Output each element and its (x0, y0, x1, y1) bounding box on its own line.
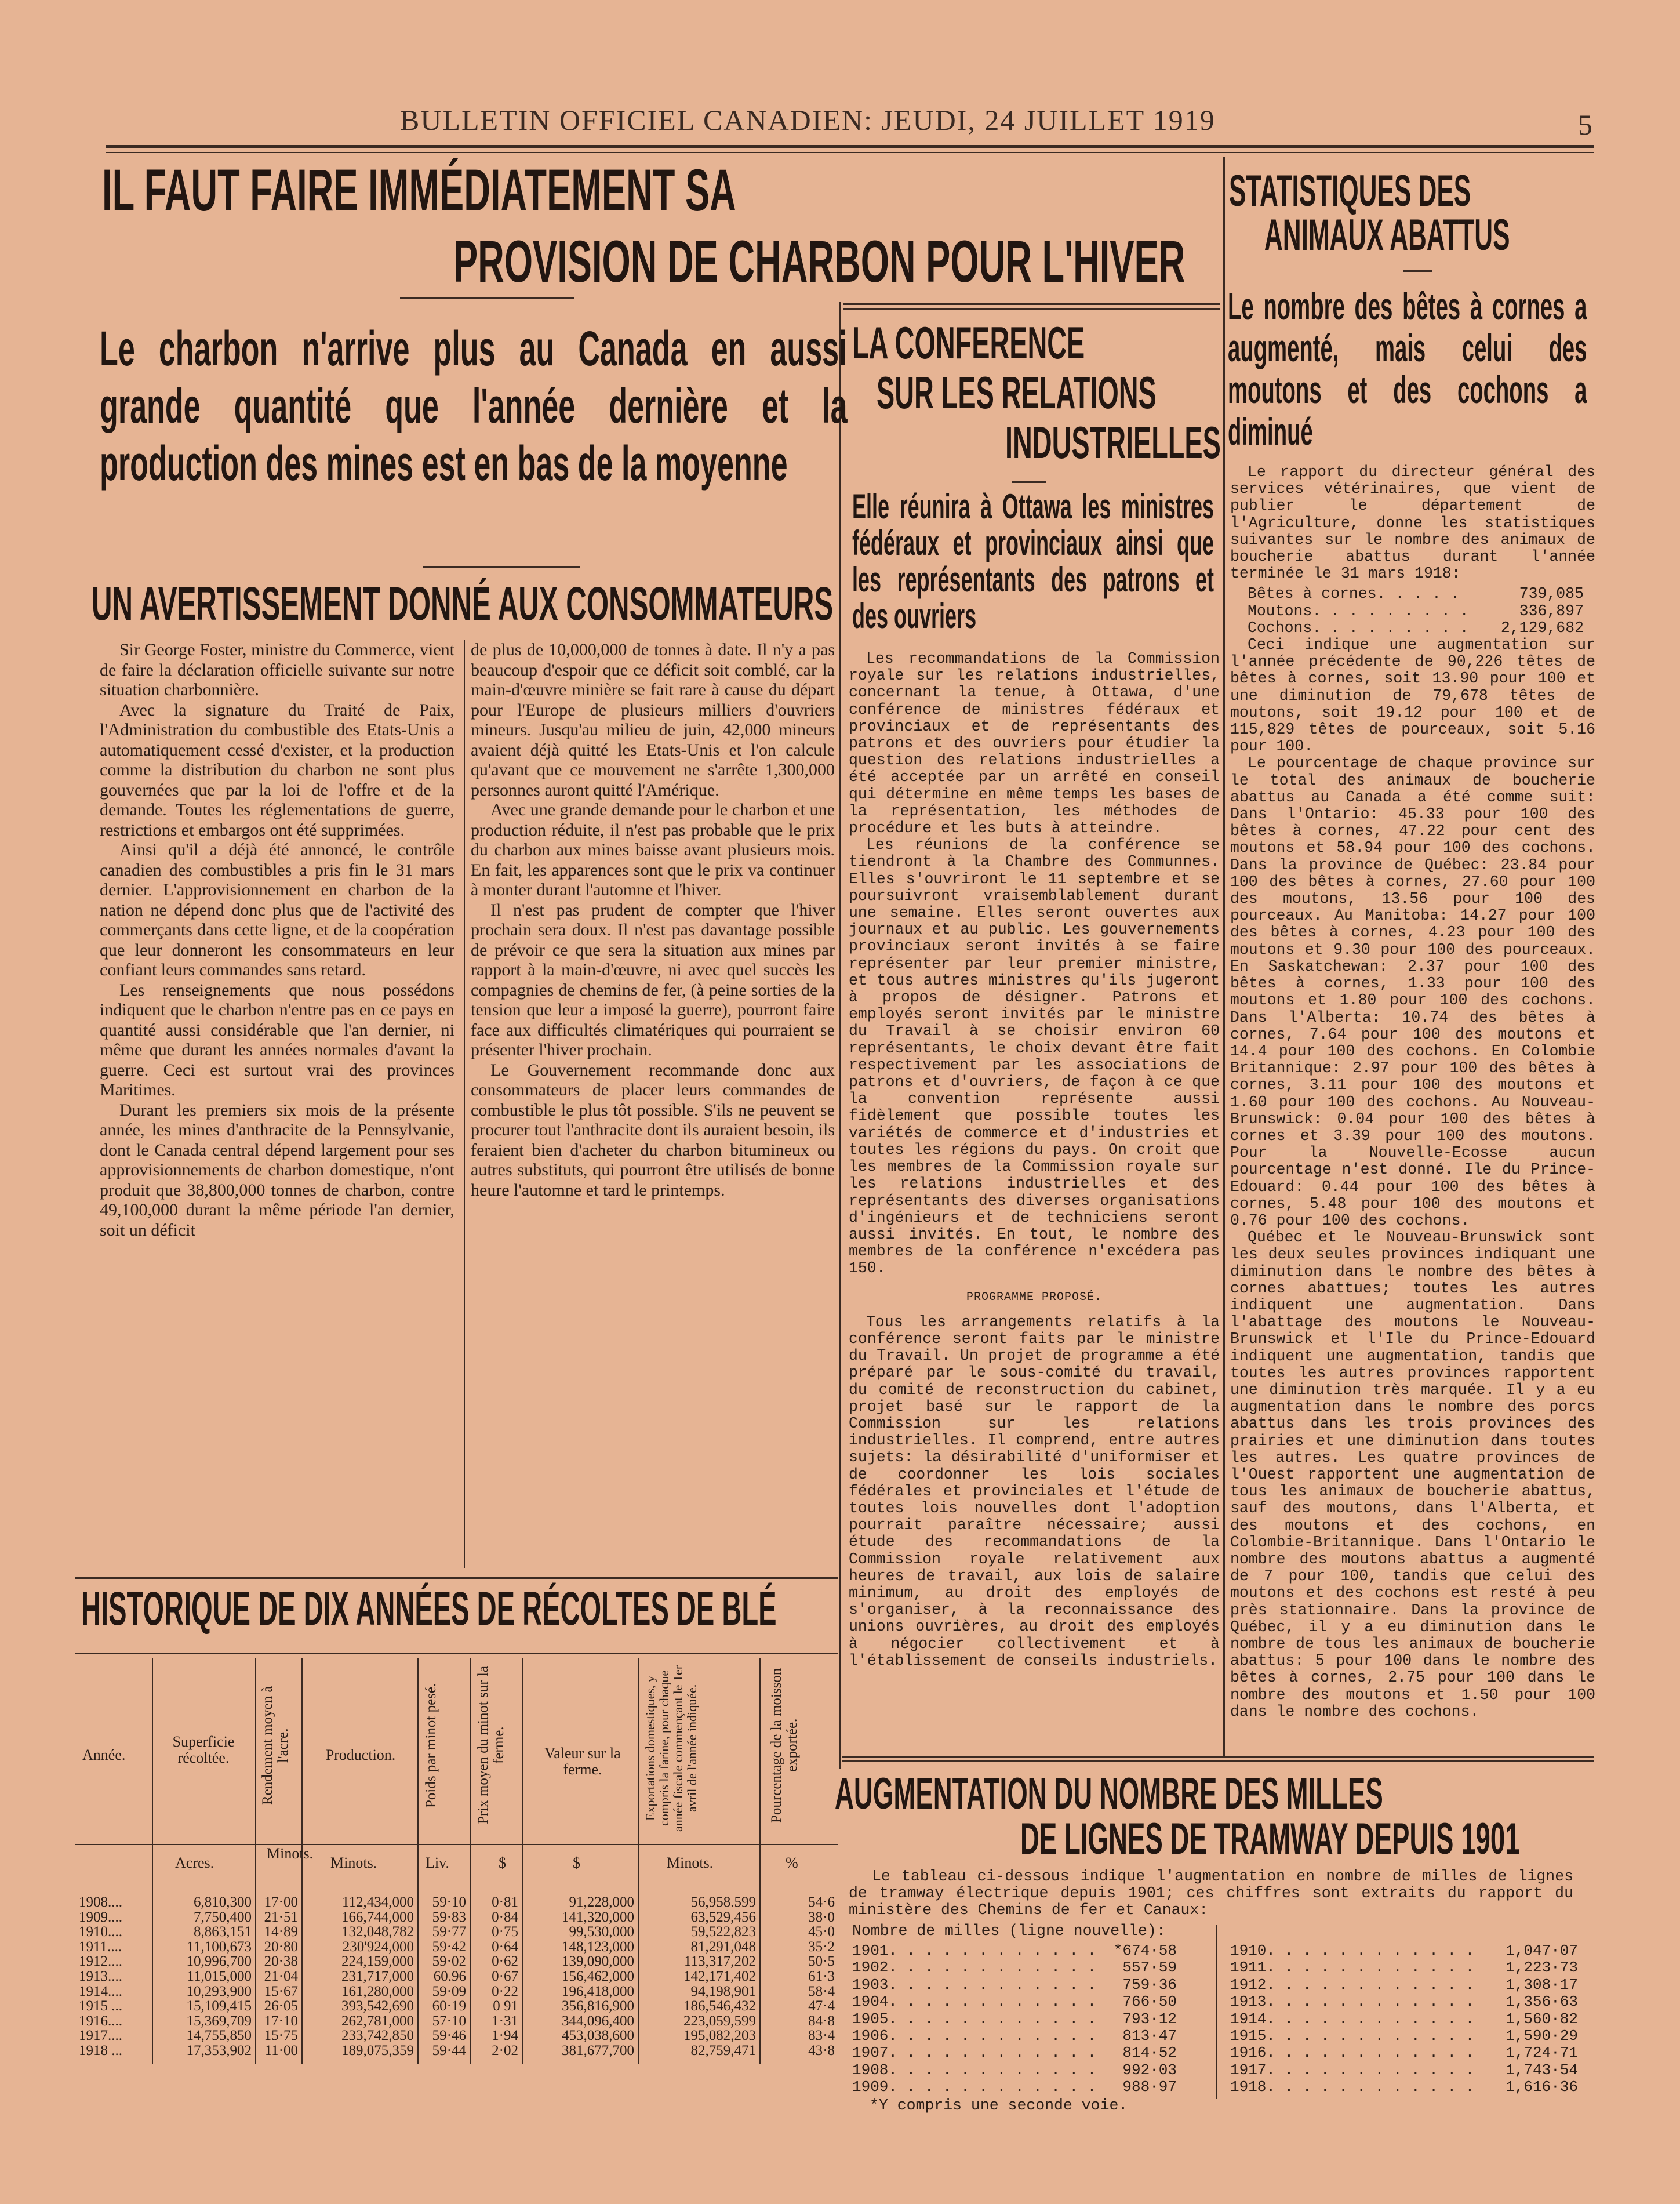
conference-top-rule-2 (843, 308, 1220, 310)
stats-counts (1230, 582, 1595, 637)
wheat-header-exports: Exportations domestiques, y compris la farine, pour chaque année fiscale commençant le 1er avril de l'année indiquée. (643, 1665, 699, 1832)
table-cell: 344,096,400 (562, 2013, 634, 2029)
table-cell: 99,530,000 (569, 1924, 634, 1940)
wheat-header-year: Année. (82, 1747, 126, 1763)
table-row (75, 1895, 838, 1910)
table-cell: 59·02 (432, 1954, 466, 1970)
table-cell: 223,059,599 (683, 2013, 756, 2029)
table-cell: 20·80 (264, 1938, 298, 1955)
paragraph: Les renseignements que nous possédons indiquent que le charbon n'entre pas en ce pays en quantité aussi considérable que l'an dernier, ni même que durant les années normales d'avant la guerre. Ceci est surtout vrai des provinces Maritimes. (100, 980, 454, 1099)
mileage-value: 992·03 (1122, 2061, 1177, 2079)
paragraph: Avec la signature du Traité de Paix, l'Administration du combustible des Etats-Unis a automatiquement cessé d'exister, et la production comme la distribution du charbon ne sont plus gouvernées que par la loi de l'offre et de la demande. Toutes les réglementations de guerre, restrictions et embargos ont été supprimées. (100, 700, 454, 840)
paragraph: de plus de 10,000,000 de tonnes à date. Il n'y a pas beaucoup d'espoir que ce déficit soit comblé, car la main-d'œuvre minière se fait rare à cause du départ pour l'Europe de plusieurs milliers d'ouvriers mineurs. Jusqu'au milieu de juin, 42,000 mineurs avaient déjà quitté les Etats-Unis et l'on calcule qu'avant que ce mouvement ne s'arrête 1,300,000 personnes auront quitté l'Amérique. (471, 640, 835, 800)
table-cell: 21·51 (264, 1909, 298, 1925)
mileage-value: 766·50 (1122, 1993, 1177, 2011)
stats-headline (1229, 166, 1579, 260)
year-cell: 1917.... (79, 2028, 122, 2044)
wheat-header-rule (75, 1844, 838, 1845)
table-cell: 231,717,000 (341, 1968, 414, 1984)
table-cell: 59·10 (432, 1894, 466, 1910)
table-cell: 26·05 (264, 1998, 298, 2014)
table-cell: 166,744,000 (341, 1909, 414, 1925)
table-cell: 262,781,000 (341, 2013, 414, 2029)
table-cell: 230'924,000 (342, 1938, 414, 1955)
mileage-year: 1918. . . . . . . . . . . . (1230, 2078, 1475, 2096)
masthead-title: BULLETIN OFFICIEL CANADIEN: JEUDI, 24 JUILLET 1919 (400, 104, 1216, 136)
mileage-value: 793·12 (1122, 2010, 1177, 2028)
table-cell: 14·89 (264, 1924, 298, 1940)
wheat-header-percent: Pourcentage de la moisson exportée. (769, 1668, 800, 1823)
year-cell: 1910.... (79, 1924, 122, 1940)
count-label: Moutons. . . . . . . . . (1248, 602, 1469, 620)
year-cell: 1916.... (79, 2013, 122, 2029)
conference-subhead: Elle réunira à Ottawa les ministres fédéraux et provinciaux ainsi que les représentants des patrons et des ouvriers (852, 487, 1214, 636)
count-value: 336,897 (1519, 602, 1584, 620)
mileage-value: 813·47 (1122, 2027, 1177, 2045)
table-cell: 10,293,900 (186, 1983, 252, 1999)
paragraph: Le rapport du directeur général des services vétérinaires, que vient de publier le département de l'Agriculture, donne les statistiques suivantes sur le nombre des animaux de boucherie abattus durant l'année terminée le 31 mars 1918: (1230, 463, 1595, 583)
mileage-value: 1,047·07 (1506, 1942, 1578, 1959)
page-number: 5 (1578, 108, 1592, 141)
table-cell: 0 91 (493, 1998, 518, 2014)
mileage-year: 1912. . . . . . . . . . . . (1230, 1976, 1475, 1994)
paragraph: Le pourcentage de chaque province sur le total des animaux de boucherie abattus au Canada a été comme suit: Dans l'Ontario: 45.33 pour 100 des bêtes à cornes, 47.22 pour cent des moutons et 58.94 pour 100 des cochons. Dans la province de Québec: 23.84 pour 100 des bêtes à cornes, 27.60 pour 100 des moutons, 13.56 pour 100 des pourceaux. Au Manitoba: 14.27 pour 100 des bêtes à cornes, 4.23 pour 100 des moutons et 9.30 pour 100 des pourceaux. En Saskatchewan: 2.37 pour 100 des bêtes à cornes, 1.33 pour 100 des moutons et 1.80 pour 100 des cochons. Dans l'Alberta: 10.74 des bêtes à cornes, 7.64 pour 100 des moutons et 14.4 pour 100 des cochons. En Colombie Britannique: 2.97 pour 100 des bêtes à cornes, 3.11 pour 100 des moutons et 1.60 pour 100 des cochons. Au Nouveau-Brunswick: 0.04 pour 100 des bêtes à cornes et 3.39 pour 100 des moutons. Pour la Nouvelle-Ecosse aucun pourcentage n'est donné. Ile du Prince-Edouard: 0.44 pour 100 des bêtes à cornes, 5.48 pour 100 des moutons et 0.76 pour 100 des cochons. (1230, 754, 1595, 1229)
wheat-header-price: Prix moyen du minot sur la ferme. (475, 1666, 507, 1825)
conference-headline-line: LA CONFERENCE (852, 317, 1085, 368)
wheat-headline: HISTORIQUE DE DIX ANNÉES DE RÉCOLTES DE BLÉ (81, 1582, 777, 1635)
table-cell: 56,958.599 (690, 1894, 756, 1910)
table-cell: 2·02 (492, 2042, 518, 2058)
table-cell: 356,816,900 (562, 1998, 634, 2014)
year-cell: 1913.... (79, 1968, 122, 1984)
table-cell: 94,198,901 (690, 1983, 756, 1999)
mileage-year: 1908. . . . . . . . . . . . (852, 2061, 1097, 2079)
table-row (75, 1910, 838, 1925)
paragraph: Il n'est pas prudent de compter que l'hiver prochain sera doux. Il n'est pas davantage possible de prévoir ce que sera la situation aux mines par rapport à la main-d'œuvre, ni avec quel succès les compagnies de chemins de fer, (à peine sorties de la tension que leur a imposé la guerre), pourront faire face aux difficultés climatériques qui pourraient se présenter l'hiver prochain. (471, 900, 835, 1059)
conference-body (849, 651, 1220, 1669)
count-row (1248, 603, 1595, 620)
tramway-footnote: *Y compris une seconde voie. (870, 2097, 1128, 2114)
table-cell: 84·8 (808, 2013, 835, 2029)
mileage-row (1230, 1942, 1578, 1959)
table-cell: 0·81 (492, 1894, 518, 1910)
unit: % (786, 1854, 798, 1871)
table-cell: 0·62 (492, 1954, 518, 1970)
year-cell: 1914.... (79, 1983, 122, 1999)
wheat-header-yield: Rendement moyen à l'acre. (260, 1686, 291, 1805)
table-cell: 0·84 (492, 1909, 518, 1925)
table-cell: 7,750,400 (194, 1909, 252, 1925)
paragraph: Tous les arrangements relatifs à la conférence seront faits par le ministre du Travail. Un projet de programme a été préparé par le sous-comité du travail, du comité de reconstruction du cabinet, projet basé sur le rapport de la Commission sur les relations industrielles. Il comprend, entre autres sujets: la désirabilité d'uniformiser et de coordonner les lois sociales fédérales et provinciales et l'étude de toutes lois nouvelles dont l'adoption pourrait paraître nécessaire; aussi étude des recommandations de la Commission royale relativement aux heures de travail, aux lois de salaire minimum, au droit des employés de s'organiser, à la reconnaissance des unions ouvrières, au droit des employés à négocier collectivement et à l'établissement de conseils industriels. (849, 1313, 1220, 1669)
main-col-1 (100, 640, 454, 1240)
table-cell: 381,677,700 (562, 2042, 634, 2058)
table-cell: 113,317,202 (683, 1954, 756, 1970)
table-cell: 15·67 (264, 1983, 298, 1999)
table-cell: 61·3 (808, 1968, 835, 1984)
tramway-top-rule (842, 1756, 1594, 1758)
table-cell: 196,418,000 (562, 1983, 634, 1999)
table-cell: 10,996,700 (186, 1954, 252, 1970)
table-cell: 453,038,600 (562, 2028, 634, 2044)
table-cell: 161,280,000 (341, 1983, 414, 1999)
conference-top-rule (843, 303, 1220, 305)
year-cell: 1915 ... (79, 1998, 122, 2014)
paragraph: Québec et le Nouveau-Brunswick sont les deux seules provinces indiquant une diminution dans le nombre des bêtes à cornes abattues; toutes les autres indiquent une augmentation. Dans l'abattage des moutons le Nouveau-Brunswick et l'Ile du Prince-Edouard indiquent une augmentation, tandis que toutes les autres provinces rapportent une diminution très marquée. Il y a eu augmentation dans le nombre des porcs abattus dans les trois provinces des prairies et une diminution dans toutes les autres. Les quatre provinces de l'Ouest rapportent une augmentation de tous les animaux de boucherie abattus, sauf des moutons, dans l'Alberta, et des moutons et des cochons, en Colombie-Britannique. Dans l'Ontario le nombre des moutons abattus a augmenté de 7 pour 100, tandis que celui des moutons et des cochons est resté à peu près stationnaire. Dans la province de Québec, il y a eu diminution dans le nombre de tous les animaux de boucherie abattus: 5 pour 100 dans le nombre des bêtes à cornes, 2.75 pour 100 dans le nombre des moutons et 1.50 pour 100 dans le nombre des cochons. (1230, 1229, 1595, 1720)
table-row (75, 2014, 838, 2029)
table-row (75, 1954, 838, 1969)
table-cell: 91,228,000 (569, 1894, 634, 1910)
mileage-row (852, 1994, 1177, 2010)
tramway-intro: Le tableau ci-dessous indique l'augmentation en nombre de milles de lignes de tramway électrique depuis 1901; ces chiffres sont extraits du rapport du ministère des Chemins de fer et Canaux: (849, 1868, 1573, 1919)
table-cell: 0·64 (492, 1938, 518, 1955)
mileage-year: 1901. . . . . . . . . . . . (852, 1942, 1097, 1959)
paragraph: Les recommandations de la Commission royale sur les relations industrielles, concernant la tenue, à Ottawa, d'une conférence de ministres fédéraux et provinciaux et de représentants des patrons et des ouvriers pour étudier la question des relations industrielles a été acceptée par un arrêté en conseil qui détermine en même temps les bases de la représentation, les méthodes de procédure et les buts à atteindre. (849, 650, 1220, 837)
paragraph: Sir George Foster, ministre du Commerce, vient de faire la déclaration officielle suivante sur notre situation charbonnière. (100, 640, 454, 699)
paragraph: Durant les premiers six mois de la présente année, les mines d'anthracite de la Pennsylvanie, dont le Canada central dépend largement pour ses approvisionnements de charbon domestique, n'ont produit que 38,800,000 tonnes de charbon, contre 49,100,000 durant la même période l'an dernier, soit un déficit (100, 1100, 454, 1240)
table-cell: 1·94 (492, 2028, 518, 2044)
table-cell: 17·10 (264, 2013, 298, 2029)
mileage-value: 1,616·36 (1506, 2078, 1578, 2096)
table-row (75, 1925, 838, 1940)
table-row (75, 1969, 838, 1984)
mileage-value: 1,223·73 (1506, 1959, 1578, 1977)
table-cell: 59·46 (432, 2028, 466, 2044)
mileage-year: 1917. . . . . . . . . . . . (1230, 2061, 1475, 2079)
mileage-value: 1,308·17 (1506, 1976, 1578, 1994)
tramway-headline-line1: AUGMENTATION DU NOMBRE DES MILLES (835, 1769, 1383, 1818)
mileage-year: 1903. . . . . . . . . . . . (852, 1976, 1097, 1994)
table-cell: 59·09 (432, 1983, 466, 1999)
table-cell: 17,353,902 (186, 2042, 252, 2058)
unit: $ (573, 1854, 580, 1871)
table-cell: 142,171,402 (683, 1968, 756, 1984)
wheat-units (75, 1845, 838, 1885)
year-cell: 1918 ... (79, 2042, 122, 2058)
conference-divider (1012, 481, 1046, 483)
mileage-row (1230, 1994, 1578, 2010)
paragraph: Avec une grande demande pour le charbon et une production réduite, il n'est pas probable que le prix du charbon aux mines baisse avant plusieurs mois. En fait, les apparences sont que le prix va continuer à monter durant l'automne et l'hiver. (471, 800, 835, 899)
mileage-year: 1914. . . . . . . . . . . . (1230, 2010, 1475, 2028)
table-cell: 17·00 (264, 1894, 298, 1910)
table-cell: 0·22 (492, 1983, 518, 1999)
wheat-header-production: Production. (325, 1747, 396, 1763)
unit: Liv. (426, 1854, 449, 1871)
column-rule-middle (839, 302, 841, 1769)
table-cell: 186,546,432 (683, 1998, 756, 2014)
year-cell: 1909.... (79, 1909, 122, 1925)
table-cell: 59·77 (432, 1924, 466, 1940)
section-head: UN AVERTISSEMENT DONNÉ AUX CONSOMMATEURS (92, 578, 834, 630)
table-cell: 15,109,415 (186, 1998, 252, 2014)
wheat-head-rule (75, 1653, 838, 1654)
mileage-row (852, 2045, 1177, 2061)
mileage-row (852, 1942, 1177, 1959)
stats-subhead: Le nombre des bêtes à cornes a augmenté, mais celui des moutons et des cochons a diminué (1228, 285, 1587, 453)
tramway-top-rule-2 (842, 1760, 1594, 1762)
mileage-value: 1,560·82 (1506, 2010, 1578, 2028)
mileage-year: 1913. . . . . . . . . . . . (1230, 1993, 1475, 2011)
count-label: Bêtes à cornes. . . . . (1248, 585, 1460, 603)
count-row (1248, 620, 1595, 637)
table-cell: 139,090,000 (562, 1954, 634, 1970)
main-headline-line1: IL FAUT FAIRE IMMÉDIATEMENT SA (102, 157, 736, 223)
table-cell: 11·00 (264, 2042, 298, 2058)
table-cell: 11,100,673 (187, 1938, 252, 1955)
mileage-row (1230, 2079, 1578, 2096)
mileage-year: 1906. . . . . . . . . . . . (852, 2027, 1097, 2045)
table-cell: 54·6 (808, 1894, 835, 1910)
table-cell: 57·10 (432, 2013, 466, 2029)
mileage-row (1230, 2045, 1578, 2061)
table-cell: 59·44 (432, 2042, 466, 2058)
table-cell: 14,755,850 (186, 2028, 252, 2044)
table-cell: 189,075,359 (341, 2042, 414, 2058)
table-cell: 6,810,300 (194, 1894, 252, 1910)
table-cell: 47·4 (808, 1998, 835, 2014)
mileage-row (1230, 2028, 1578, 2045)
tramway-left-list (852, 1942, 1177, 2096)
table-cell: 45·0 (808, 1924, 835, 1940)
table-cell: 83·4 (808, 2028, 835, 2044)
table-cell: 11,015,000 (187, 1968, 252, 1984)
count-label: Cochons. . . . . . . . . (1248, 619, 1469, 637)
mileage-value: 1,590·29 (1506, 2027, 1578, 2045)
table-cell: 233,742,850 (341, 2028, 414, 2044)
paragraph: Les réunions de la conférence se tiendront à la Chambre des Communnes. Elles s'ouvriront le 11 septembre et se poursuivront vraisemblablement durant une semaine. Elles seront ouvertes aux journaux et au public. Les gouvernements provinciaux seront invités à se faire représenter par leur premier ministre, et tous autres ministres qu'ils jugeront à propos de désigner. Patrons et employés seront invités par le ministre du Travail à se choisir environ 60 représentants, le choix devant être fait respectivement par les associations de patrons et d'ouvriers, de façon à ce que la convention représente aussi fidèlement que possible toutes les variétés de commerce et d'industries et toutes les régions du pays. On croit que les membres de la Commission royale sur les relations industrielles et des représentants des diverses organisations d'ingénieurs et de techniciens seront aussi invités. En tout, le nombre des membres de la conférence n'excédera pas 150. (849, 836, 1220, 1277)
mileage-value: 1,743·54 (1506, 2061, 1578, 2079)
table-cell: 82,759,471 (690, 2042, 756, 2058)
table-cell: 148,123,000 (562, 1938, 634, 1955)
table-row (75, 1940, 838, 1955)
tramway-headline-line2: DE LIGNES DE TRAMWAY DEPUIS 1901 (1020, 1814, 1520, 1864)
unit: Acres. (175, 1854, 214, 1871)
stats-headline-line: STATISTIQUES DES (1229, 166, 1471, 216)
mileage-value: 988·97 (1122, 2078, 1177, 2096)
column-rule-right (1223, 157, 1225, 1757)
wheat-header-area: Superficie récoltée. (172, 1733, 235, 1766)
conference-headline-line: SUR LES RELATIONS (877, 367, 1157, 418)
mileage-year: 1915. . . . . . . . . . . . (1230, 2027, 1475, 2045)
stats-divider (1403, 270, 1432, 272)
mileage-value: 557·59 (1122, 1959, 1177, 1977)
table-cell: 8,863,151 (194, 1924, 252, 1940)
count-value: 739,085 (1519, 585, 1584, 603)
table-cell: 59,522,823 (690, 1924, 756, 1940)
wheat-header-weight: Poids par minot pesé. (423, 1683, 439, 1808)
wheat-top-rule (75, 1577, 838, 1579)
conference-headline-line: INDUSTRIELLES (1005, 417, 1221, 468)
mileage-row (852, 2011, 1177, 2028)
unit: Minots. (267, 1845, 314, 1862)
wheat-header-value: Valeur sur la ferme. (544, 1745, 621, 1778)
main-col-2 (471, 640, 835, 1200)
table-row (75, 1999, 838, 2014)
table-cell: 224,159,000 (341, 1954, 414, 1970)
table-cell: 43·8 (808, 2042, 835, 2058)
mileage-row (852, 2079, 1177, 2096)
table-cell: 15,369,709 (186, 2013, 252, 2029)
paragraph: Ceci indique une augmentation sur l'année précédente de 90,226 têtes de bêtes à cornes, soit 13.90 pour 100 et une diminution de 79,678 têtes de moutons, soit 19.12 pour 100 et de 115,829 têtes de pourceaux, soit 5.16 pour 100. (1230, 636, 1595, 756)
masthead-rule (106, 145, 1594, 148)
table-cell: 0·67 (492, 1968, 518, 1984)
mileage-value: 1,724·71 (1506, 2044, 1578, 2062)
program-heading: PROGRAMME PROPOSÉ. (966, 1290, 1103, 1304)
mileage-year: 1909. . . . . . . . . . . . (852, 2078, 1097, 2096)
mileage-value: 1,356·63 (1506, 1993, 1578, 2011)
table-cell: 81,291,048 (690, 1938, 756, 1955)
unit: Minots. (667, 1854, 714, 1871)
table-row (75, 2028, 838, 2043)
table-cell: 141,320,000 (562, 1909, 634, 1925)
table-cell: 60.96 (433, 1968, 466, 1984)
table-cell: 35·2 (808, 1938, 835, 1955)
mileage-year: 1907. . . . . . . . . . . . (852, 2044, 1097, 2062)
table-cell: 156,462,000 (562, 1968, 634, 1984)
mileage-year: 1904. . . . . . . . . . . . (852, 1993, 1097, 2011)
mileage-row (1230, 1977, 1578, 1994)
table-row (75, 1984, 838, 1999)
headline-divider (400, 297, 574, 299)
mileage-value: *674·58 (1113, 1942, 1177, 1959)
table-cell: 38·0 (808, 1909, 835, 1925)
table-row (75, 2043, 838, 2058)
table-cell: 1·31 (492, 2013, 518, 2029)
mileage-year: 1916. . . . . . . . . . . . (1230, 2044, 1475, 2062)
year-cell: 1911.... (79, 1938, 122, 1955)
paragraph: Ainsi qu'il a déjà été annoncé, le contrôle canadien des combustibles a pris fin le 31 mars dernier. L'approvisionnement en charbon de la nation ne dépend donc plus que de l'activité des commerçants dans cette ligne, et de la coopération que leur donneront les consommateurs en leur confiant leurs commandes sans retard. (100, 840, 454, 979)
mileage-row (852, 1977, 1177, 1994)
conference-headline (852, 317, 1221, 468)
subhead-divider (423, 566, 580, 568)
table-cell: 59·42 (432, 1938, 466, 1955)
year-cell: 1908.... (79, 1894, 122, 1910)
table-cell: 50·5 (808, 1954, 835, 1970)
count-row (1248, 586, 1595, 602)
tramway-col-rule (1216, 1925, 1217, 2099)
unit: $ (499, 1854, 506, 1871)
stats-headline-line: ANIMAUX ABATTUS (1264, 210, 1510, 260)
table-cell: 195,082,203 (683, 2028, 756, 2044)
main-col-rule (464, 640, 465, 1568)
mileage-row (852, 2062, 1177, 2079)
wheat-data-table (75, 1895, 838, 2058)
mileage-row (1230, 2062, 1578, 2079)
tramway-right-list (1230, 1942, 1578, 2096)
masthead-rule-thin (106, 152, 1594, 153)
table-cell: 393,542,690 (341, 1998, 414, 2014)
table-cell: 15·75 (264, 2028, 298, 2044)
main-headline-line2: PROVISION DE CHARBON POUR L'HIVER (453, 228, 1186, 295)
count-value: 2,129,682 (1500, 619, 1584, 637)
mileage-year: 1902. . . . . . . . . . . . (852, 1959, 1097, 1977)
stats-body (1230, 464, 1595, 1720)
table-cell: 0·75 (492, 1924, 518, 1940)
main-subhead: Le charbon n'arrive plus au Canada en aussi grande quantité que l'année dernière et la production des mines est en bas de la moyenne (100, 321, 848, 491)
mileage-row (1230, 1959, 1578, 1976)
table-cell: 132,048,782 (341, 1924, 414, 1940)
mileage-row (1230, 2011, 1578, 2028)
mileage-value: 759·36 (1122, 1976, 1177, 1994)
table-cell: 58·4 (808, 1983, 835, 1999)
mileage-year: 1910. . . . . . . . . . . . (1230, 1942, 1475, 1959)
tramway-col-head: Nombre de milles (ligne nouvelle): (852, 1922, 1166, 1940)
table-cell: 112,434,000 (341, 1894, 414, 1910)
mileage-value: 814·52 (1122, 2044, 1177, 2062)
mileage-row (852, 2028, 1177, 2045)
table-cell: 60·19 (432, 1998, 466, 2014)
mileage-year: 1911. . . . . . . . . . . . (1230, 1959, 1475, 1977)
mileage-row (852, 1959, 1177, 1976)
mileage-year: 1905. . . . . . . . . . . . (852, 2010, 1097, 2028)
table-cell: 21·04 (264, 1968, 298, 1984)
year-cell: 1912.... (79, 1954, 122, 1970)
unit: Minots. (330, 1854, 377, 1871)
table-cell: 63,529,456 (690, 1909, 756, 1925)
wheat-table (75, 1658, 838, 2087)
paragraph: Le Gouvernement recommande donc aux consommateurs de placer leurs commandes de combustible le plus tôt possible. S'ils ne peuvent se procurer tout l'anthracite dont ils auraient besoin, ils feraient bien d'acheter du charbon bitumineux ou autres substituts, qui pourront être utilisés de bonne heure l'automne et tard le printemps. (471, 1060, 835, 1200)
table-cell: 20·38 (264, 1954, 298, 1970)
table-cell: 59·83 (432, 1909, 466, 1925)
